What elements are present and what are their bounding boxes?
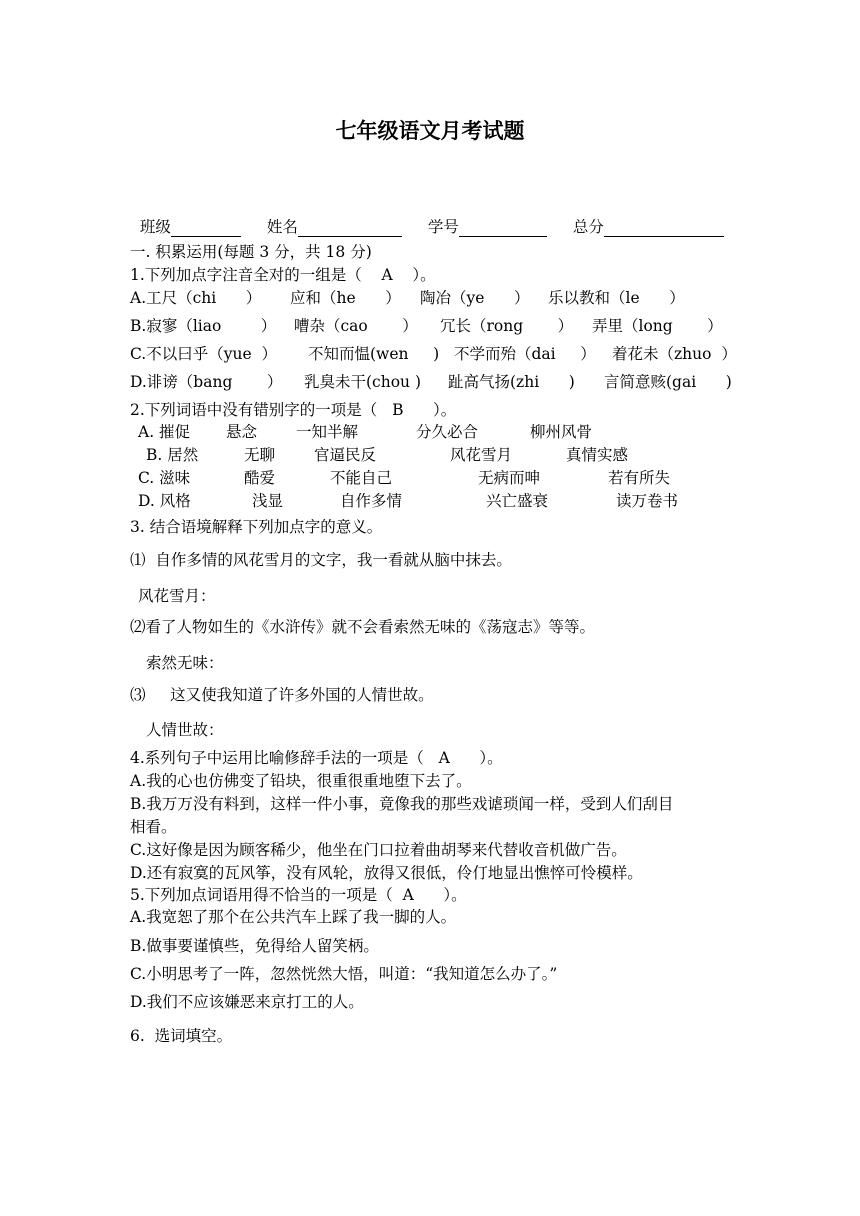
name-blank[interactable] [298, 220, 402, 237]
total-blank[interactable] [604, 220, 724, 237]
q2-option-d-1: D. 风格 [138, 492, 191, 510]
section-heading: 一. 积累运用(每题 3 分，共 18 分) [130, 243, 372, 261]
q2-option-c-5: 若有所失 [608, 469, 671, 487]
q4-option-a: A.我的心也仿佛变了铅块，很重很重地堕下去了。 [130, 772, 472, 790]
q5-stem: 5.下列加点词语用得不恰当的一项是（ A ）。 [130, 886, 467, 904]
q1-option-d-2: 乳臭未干(chou ) [304, 373, 421, 391]
q3-answer-label-2: 索然无味： [146, 654, 224, 672]
id-blank[interactable] [459, 220, 547, 237]
q1-option-b-4: 弄里（long ） [592, 317, 723, 335]
q2-option-b-3: 官逼民反 [314, 446, 377, 464]
q2-option-a-1: A. 摧促 [138, 423, 191, 441]
q1-option-b-3: 冗长（rong ） [440, 317, 574, 335]
student-info-line [130, 197, 724, 237]
name-label: 姓名 [266, 218, 298, 236]
q4-stem: 4.系列句子中运用比喻修辞手法的一项是（ A ）。 [130, 749, 503, 767]
q1-option-a-4: 乐以教和（le ） [548, 289, 685, 307]
q2-option-c-1: C. 滋味 [138, 469, 191, 487]
q4-option-b: B.我万万没有料到，这样一件小事，竟像我的那些戏谑琐闻一样，受到人们刮目 [130, 795, 674, 813]
q4-option-b-cont: 相看。 [130, 818, 177, 836]
q1-option-c-1: C.不以曰乎（yue ） [130, 345, 278, 363]
q2-option-a-4: 分久必合 [416, 423, 479, 441]
q2-option-d-4: 兴亡盛衰 [486, 492, 549, 510]
q1-option-d-1: D.诽谤（bang ） [130, 373, 283, 391]
q1-option-d-4: 言简意赅(gai ) [604, 373, 732, 391]
q1-option-b-2: 嘈杂（cao ） [294, 317, 418, 335]
q2-option-b-5: 真情实感 [566, 446, 629, 464]
q3-answer-label-1: 风花雪月： [138, 587, 216, 605]
q2-option-b-4: 风花雪月 [450, 446, 513, 464]
q3-sentence-3: ⑶ 这又使我知道了许多外国的人情世故。 [130, 686, 434, 704]
class-label: 班级 [139, 218, 171, 236]
q5-option-a: A.我宽恕了那个在公共汽车上踩了我一脚的人。 [130, 908, 457, 926]
q2-option-d-2: 浅显 [252, 492, 284, 510]
q4-option-c: C.这好像是因为顾客稀少，他坐在门口拉着曲胡琴来代替收音机做广告。 [130, 841, 627, 859]
q5-option-b: B.做事要谨慎些，免得给人留笑柄。 [130, 937, 379, 955]
q2-option-a-2: 悬念 [226, 423, 258, 441]
q2-option-a-3: 一知半解 [296, 423, 359, 441]
q1-option-a-3: 陶冶（ye ） [420, 289, 530, 307]
q2-option-c-4: 无病而呻 [478, 469, 541, 487]
id-label: 学号 [427, 218, 459, 236]
q1-option-c-2: 不知而愠(wen ) [308, 345, 440, 363]
q2-stem: 2.下列词语中没有错别字的一项是（ B ）。 [130, 401, 457, 419]
q5-option-d: D.我们不应该嫌恶来京打工的人。 [130, 993, 364, 1011]
q1-option-b-1: B.寂寥（liao ） [130, 317, 277, 335]
q3-answer-label-3: 人情世故： [146, 721, 224, 739]
q5-option-c: C.小明思考了一阵，忽然恍然大悟，叫道：“我知道怎么办了。” [130, 965, 558, 983]
q3-stem: 3. 结合语境解释下列加点字的意义。 [130, 518, 383, 536]
q2-option-d-5: 读万卷书 [616, 492, 679, 510]
q1-option-a-1: A.工尺（chi ） [130, 289, 262, 307]
q2-option-d-3: 自作多情 [340, 492, 403, 510]
q4-option-d: D.还有寂寞的瓦风筝，没有风轮，放得又很低，伶仃地显出憔悴可怜模样。 [130, 864, 643, 882]
q3-sentence-2: ⑵看了人物如生的《水浒传》就不会看索然无味的《荡寇志》等等。 [130, 618, 596, 636]
q1-option-c-3: 不学而殆（dai ） [454, 345, 596, 363]
q3-sentence-1: ⑴ 自作多情的风花雪月的文字，我一看就从脑中抹去。 [130, 551, 512, 569]
page-title: 七年级语文月考试题 [335, 118, 525, 143]
q2-option-b-2: 无聊 [244, 446, 276, 464]
q6-stem: 6. 选词填空。 [130, 1027, 233, 1045]
q2-option-c-2: 酷爱 [244, 469, 276, 487]
total-label: 总分 [572, 218, 604, 236]
q2-option-a-5: 柳州风骨 [530, 423, 593, 441]
q2-option-c-3: 不能自己 [330, 469, 393, 487]
q1-stem: 1.下列加点字注音全对的一组是（ A ）。 [130, 266, 436, 284]
class-blank[interactable] [171, 220, 241, 237]
q1-option-d-3: 趾高气扬(zhi ) [448, 373, 575, 391]
q1-option-c-4: 着花未（zhuo ） [612, 345, 737, 363]
q1-option-a-2: 应和（he ） [290, 289, 401, 307]
q2-option-b-1: B. 居然 [146, 446, 199, 464]
